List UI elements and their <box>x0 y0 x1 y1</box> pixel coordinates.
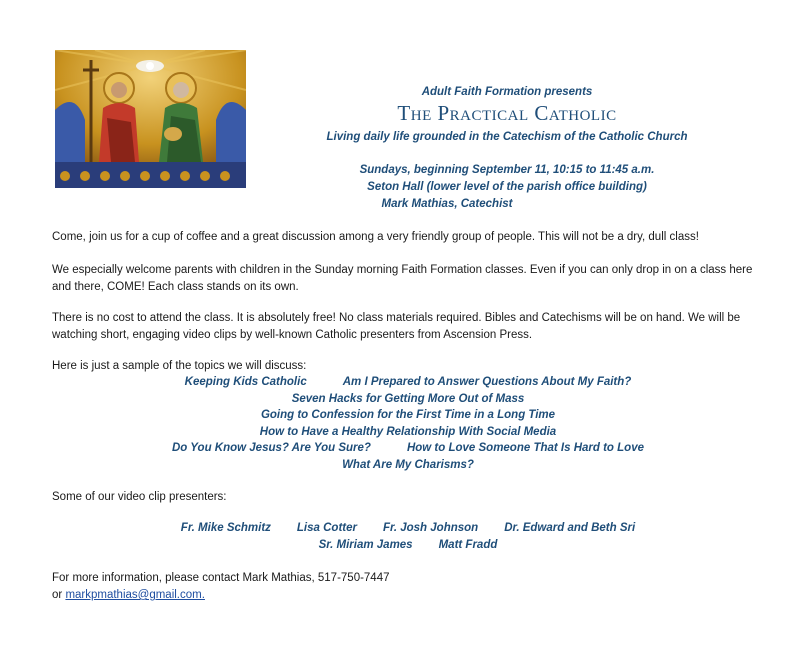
topic-row <box>52 424 764 441</box>
presenter-name: Dr. Edward and Beth Sri <box>504 522 636 534</box>
schedule-location: Seton Hall (lower level of the parish office building) <box>367 181 647 193</box>
presenter-row <box>52 537 764 554</box>
presenter-name: Matt Fradd <box>438 538 498 551</box>
topic-item: Am I Prepared to Answer Questions About My Faith? <box>342 376 632 388</box>
mosaic-illustration <box>55 50 246 188</box>
presenter-name: Sr. Miriam James <box>318 538 413 551</box>
paragraph-topics-intro: Here is just a sample of the topics we will discuss: <box>52 360 307 372</box>
paragraph-welcome: Come, join us for a cup of coffee and a great discussion among a very friendly group of people. This will not be a dry, dull class! <box>52 231 699 243</box>
email-link[interactable]: markpmathias@gmail.com. <box>65 589 205 601</box>
topic-row <box>52 440 764 457</box>
topic-row <box>52 407 764 424</box>
topic-item: How to Love Someone That Is Hard to Love <box>406 442 644 454</box>
contact-block <box>52 570 772 604</box>
or-text: or <box>52 589 63 601</box>
presents-line: Adult Faith Formation presents <box>421 86 593 98</box>
topic-item: Seven Hacks for Getting More Out of Mass <box>291 392 525 405</box>
contact-email-line <box>52 587 772 604</box>
page-title: The Practical Catholic <box>397 101 617 125</box>
topic-row <box>52 374 764 391</box>
topic-row <box>52 391 764 408</box>
paragraph-cost: There is no cost to attend the class. It is absolutely free! No class materials required. Bibles and Catechisms will be on hand. We will be watching short, engaging video clips by well-known Catholic presenters from Ascension Press. <box>52 312 741 341</box>
topic-item: What Are My Charisms? <box>342 458 474 471</box>
presenter-row <box>52 520 764 537</box>
presenters-intro: Some of our video clip presenters: <box>52 491 227 503</box>
trinity-mosaic-image <box>55 50 246 188</box>
presenter-name: Fr. Josh Johnson <box>382 522 479 534</box>
schedule-day: Sundays, beginning September 11, 10:15 to 11:45 a.m. <box>359 164 655 176</box>
catechist-line: Mark Mathias, Catechist <box>381 198 513 210</box>
topic-item: Keeping Kids Catholic <box>184 376 307 388</box>
contact-line: For more information, please contact Mark Mathias, 517-750-7447 <box>52 572 390 584</box>
topics-list <box>52 374 764 473</box>
topic-row <box>52 457 764 474</box>
header-block <box>300 84 714 213</box>
schedule-block <box>300 162 714 213</box>
paragraph-parents: We especially welcome parents with children in the Sunday morning Faith Formation classes. Even if you can only drop in on a class here and there, COME! Each class stands on its own. <box>52 264 753 293</box>
topic-item: Going to Confession for the First Time in a Long Time <box>260 409 556 421</box>
subtitle: Living daily life grounded in the Catechism of the Catholic Church <box>326 131 688 143</box>
presenters-list <box>52 520 764 553</box>
topic-item: Do You Know Jesus? Are You Sure? <box>171 442 371 454</box>
topic-item: How to Have a Healthy Relationship With Social Media <box>259 425 557 438</box>
presenter-name: Lisa Cotter <box>296 522 357 534</box>
presenter-name: Fr. Mike Schmitz <box>180 522 271 534</box>
